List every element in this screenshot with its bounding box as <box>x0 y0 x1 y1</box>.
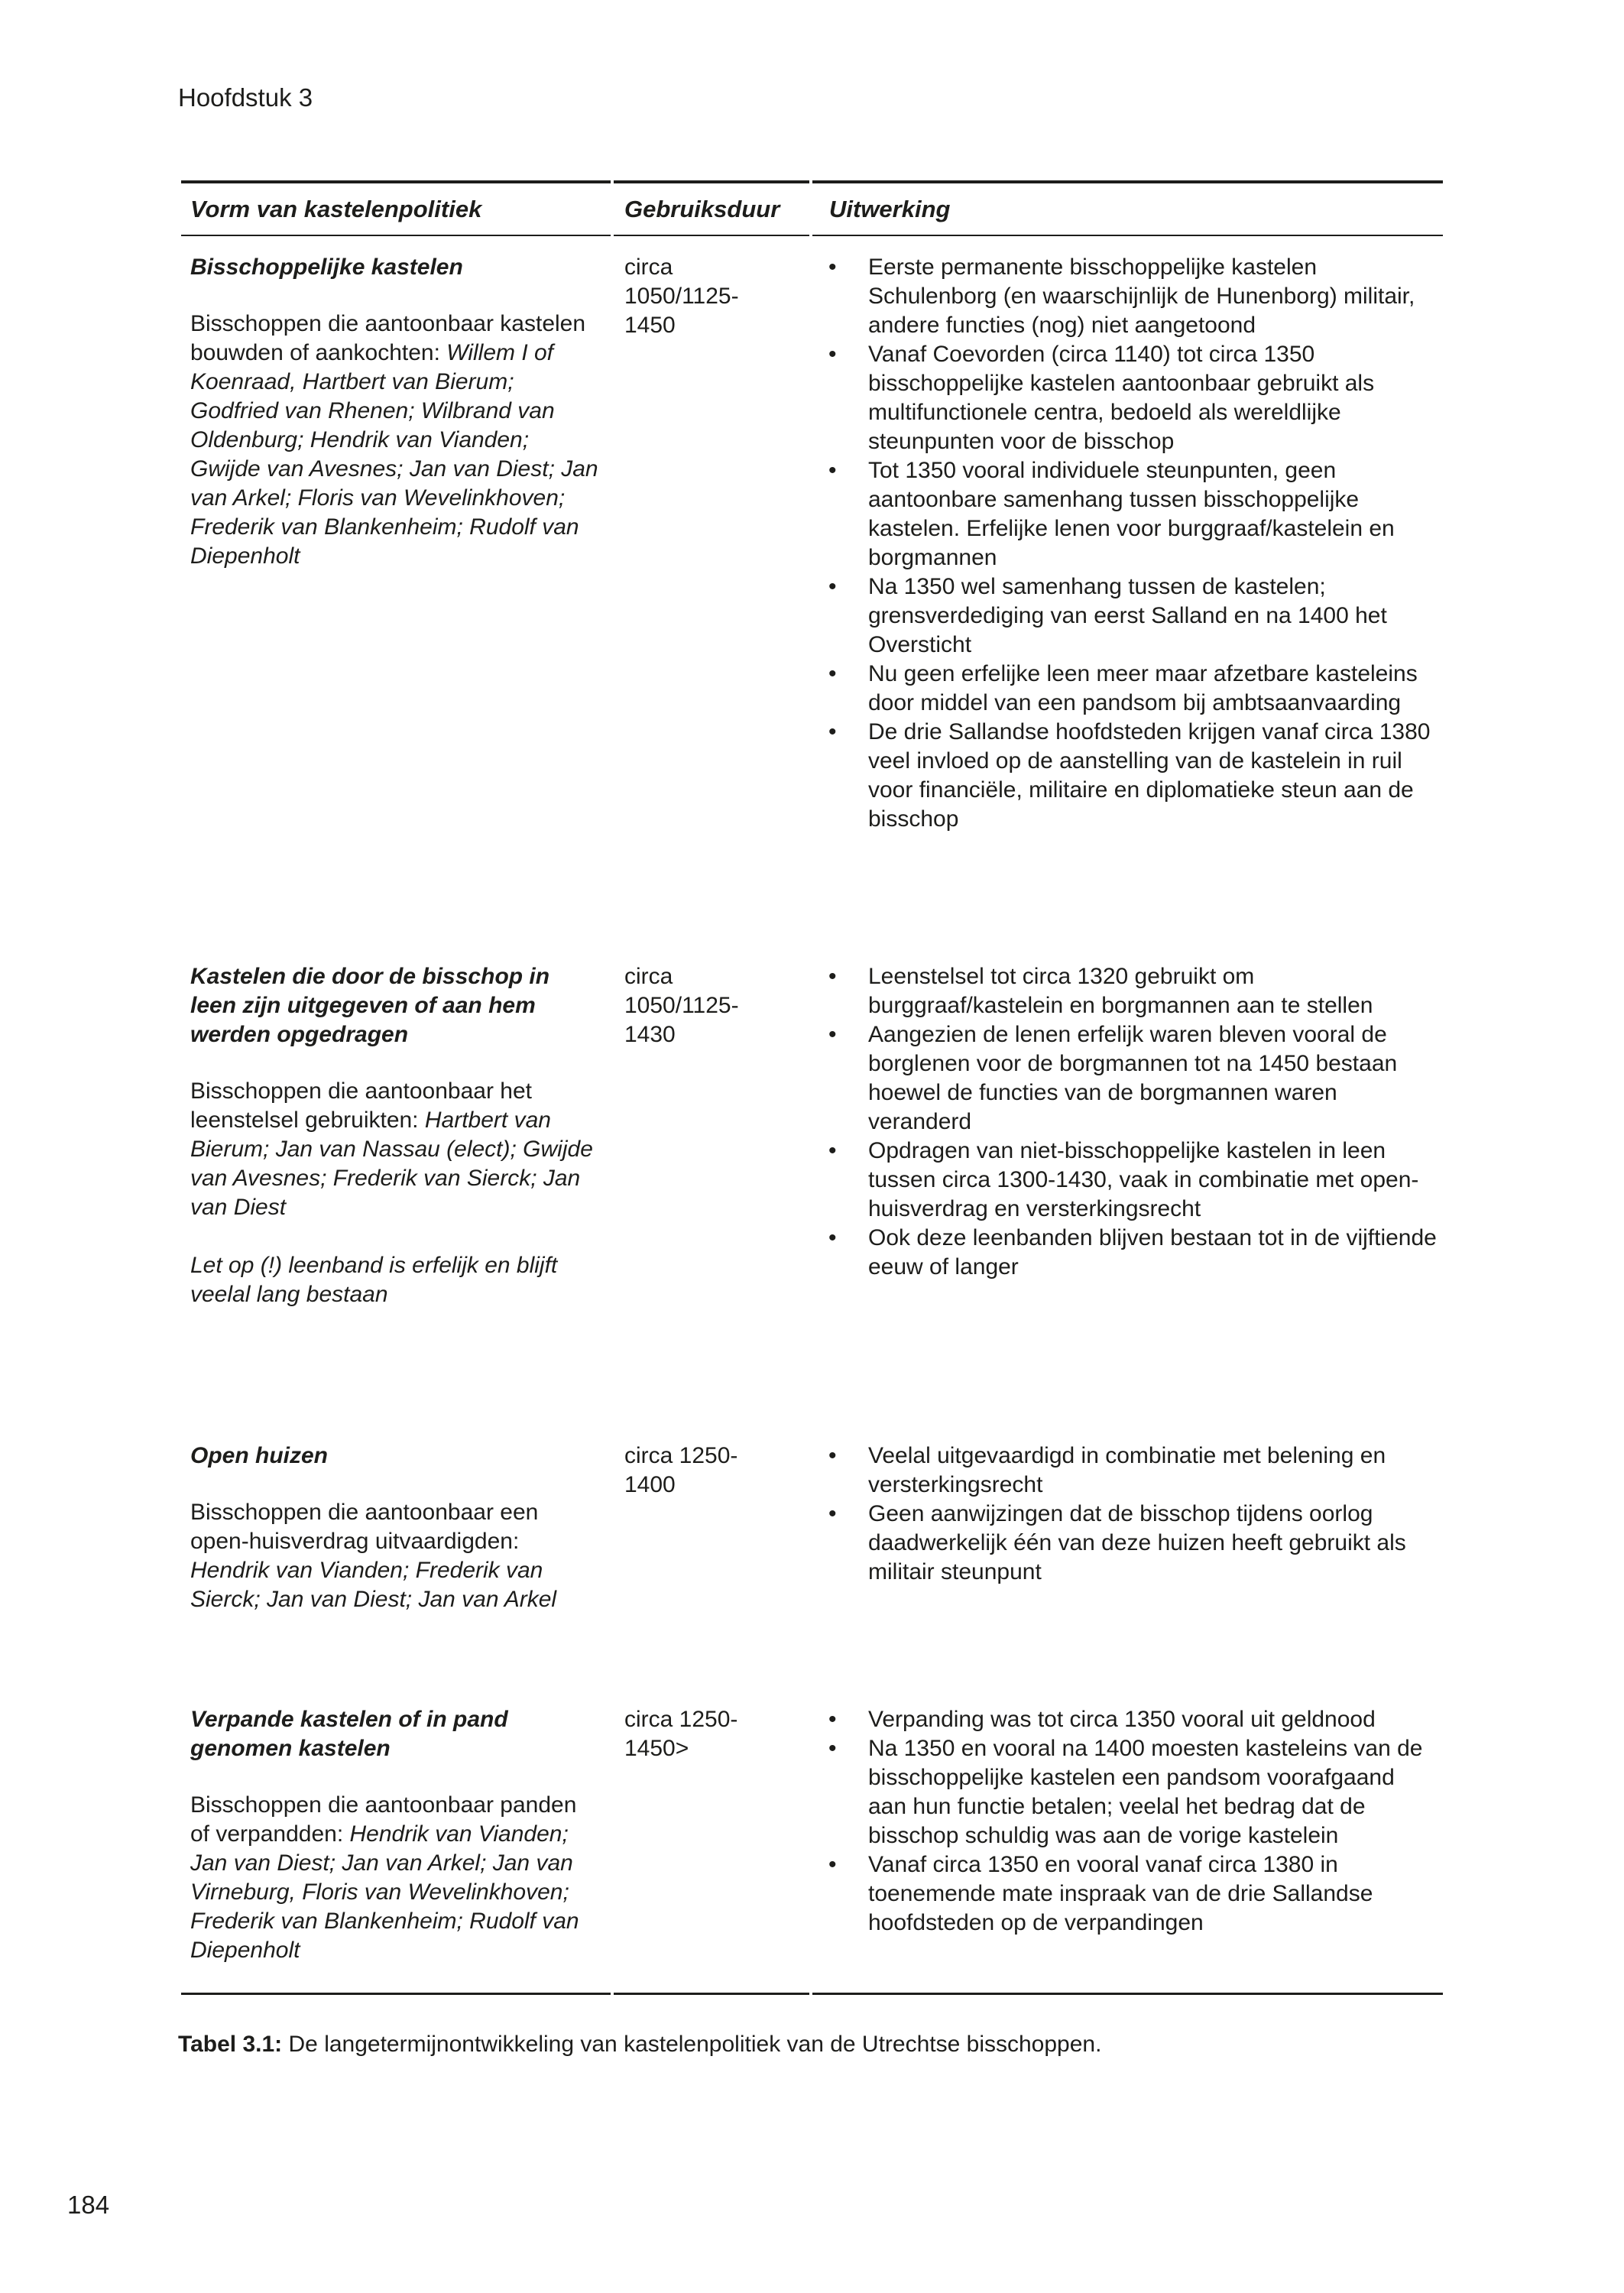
table-header <box>181 180 1443 236</box>
col-header-gebruiksduur: Gebruiksduur <box>614 180 809 236</box>
effects-cell <box>812 236 1443 945</box>
bishop-names: Hartbert van Bierum; Jan van Nassau (elect); Gwijde van Avesnes; Frederik van Sierck; Jan van Diest <box>190 1107 593 1220</box>
row-title: Bisschoppelijke kastelen <box>190 254 463 280</box>
intro-text: Bisschoppen die aantoonbaar het leenstelsel gebruikten: <box>190 1078 533 1133</box>
table-row <box>181 1425 1443 1688</box>
form-cell <box>181 1688 611 1995</box>
effect-item: • Leenstelsel tot circa 1320 gebruikt om burggraaf/kastelein en borgmannen aan te stellen <box>813 962 1438 1020</box>
effect-item: • Eerste permanente bisschoppelijke kastelen Schulenborg (en waarschijnlijk de Hunenborg) militair, andere functies (nog) niet aangetoond <box>813 253 1438 340</box>
col-header-uitwerking: Uitwerking <box>812 180 1443 236</box>
form-cell <box>181 1425 611 1688</box>
effect-item: • Verpanding was tot circa 1350 vooral uit geldnood <box>813 1705 1438 1734</box>
page-number: 184 <box>67 2191 110 2219</box>
effects-list <box>813 253 1438 834</box>
bishops-paragraph <box>190 1077 598 1222</box>
effect-item: • Nu geen erfelijke leen meer maar afzetbare kasteleins door middel van een pandsom bij ambtsaanvaarding <box>813 660 1438 718</box>
duration-cell: circa 1050/1125-1450 <box>624 254 739 338</box>
effect-item: • Aangezien de lenen erfelijk waren bleven vooral de borglenen voor de borgmannen tot na 1450 bestaan hoewel de functies van de borgmannen waren veranderd <box>813 1020 1438 1137</box>
bishops-paragraph <box>190 310 598 571</box>
castle-policy-table <box>178 180 1446 1995</box>
bishop-names: Hendrik van Vianden; Jan van Diest; Jan van Arkel; Jan van Virneburg, Floris van Wevelinkhoven; Frederik van Blankenheim; Rudolf van Diepenholt <box>190 1821 579 1963</box>
effect-item: • Na 1350 wel samenhang tussen de kastelen; grensverdediging van eerst Salland en na 1400 het Oversticht <box>813 572 1438 660</box>
effects-cell <box>812 1425 1443 1688</box>
duration-cell: circa 1250-1400 <box>624 1442 738 1497</box>
table-row <box>181 236 1443 945</box>
intro-text: Bisschoppen die aantoonbaar een open-huisverdrag uitvaardigden: <box>190 1499 539 1554</box>
effects-list <box>813 1705 1438 1938</box>
form-cell <box>181 236 611 945</box>
duration-cell: circa 1250-1450> <box>614 1688 809 1995</box>
effect-item: • Opdragen van niet-bisschoppelijke kastelen in leen tussen circa 1300-1430, vaak in combinatie met open-huisverdrag en versterkingsrecht <box>813 1137 1438 1224</box>
col-header-vorm: Vorm van kastelenpolitiek <box>181 180 611 236</box>
effects-list <box>813 962 1438 1282</box>
table-row <box>181 945 1443 1425</box>
chapter-header: Hoofdstuk 3 <box>178 83 313 112</box>
effect-item: • Veelal uitgevaardigd in combinatie met belening en versterkingsrecht <box>813 1442 1438 1500</box>
intro-text: Bisschoppen die aantoonbaar panden of verpandden: <box>190 1792 577 1847</box>
effect-item: • De drie Sallandse hoofdsteden krijgen vanaf circa 1380 veel invloed op de aanstelling van de kastelein in ruil voor financiële, militaire en diplomatieke steun aan de bisschop <box>813 718 1438 834</box>
lien-note: Let op (!) leenband is erfelijk en blijft veelal lang bestaan <box>190 1252 558 1307</box>
effects-list <box>813 1442 1438 1587</box>
header-row <box>181 180 1443 236</box>
table-caption <box>178 2030 1446 2059</box>
intro-text: Bisschoppen die aantoonbaar kastelen bouwden of aankochten: <box>190 310 586 365</box>
duration-cell: circa 1050/1125-1430 <box>624 963 739 1047</box>
row-title: Open huizen <box>190 1442 328 1468</box>
effect-item: • Vanaf Coevorden (circa 1140) tot circa 1350 bisschoppelijke kastelen aantoonbaar gebruikt als multifunctionele centra, bedoeld als wereldlijke steunpunten voor de bisschop <box>813 340 1438 456</box>
row-title: Verpande kastelen of in pand genomen kastelen <box>190 1706 508 1761</box>
effect-item: • Tot 1350 vooral individuele steunpunten, geen aantoonbare samenhang tussen bisschoppelijke kastelen. Erfelijke lenen voor burggraaf/kastelein en borgmannen <box>813 456 1438 572</box>
effects-cell <box>812 945 1443 1425</box>
bishops-paragraph <box>190 1791 598 1965</box>
table-body <box>181 236 1443 1995</box>
effects-cell <box>812 1688 1443 1995</box>
caption-label: Tabel 3.1: <box>178 2031 283 2057</box>
effect-item: • Ook deze leenbanden blijven bestaan tot in de vijftiende eeuw of langer <box>813 1224 1438 1282</box>
effect-item: • Na 1350 en vooral na 1400 moesten kasteleins van de bisschoppelijke kastelen een pandsom voorafgaand aan hun functie betalen; veelal het bedrag dat de bisschop schuldig was aan de vorige kastelein <box>813 1734 1438 1850</box>
bishop-names: Hendrik van Vianden; Frederik van Sierck; Jan van Diest; Jan van Arkel <box>190 1557 557 1612</box>
bishops-paragraph <box>190 1498 598 1614</box>
table-row <box>181 1688 1443 1995</box>
row-title: Kastelen die door de bisschop in leen zijn uitgegeven of aan hem werden opgedragen <box>190 963 550 1047</box>
caption-text: De langetermijnontwikkeling van kastelenpolitiek van de Utrechtse bisschoppen. <box>282 2031 1102 2057</box>
effect-item: • Geen aanwijzingen dat de bisschop tijdens oorlog daadwerkelijk één van deze huizen heeft gebruikt als militair steunpunt <box>813 1500 1438 1587</box>
effect-item: • Vanaf circa 1350 en vooral vanaf circa 1380 in toenemende mate inspraak van de drie Sallandse hoofdsteden op de verpandingen <box>813 1850 1438 1938</box>
form-cell <box>181 945 611 1425</box>
bishop-names: Willem I of Koenraad, Hartbert van Bierum; Godfried van Rhenen; Wilbrand van Oldenburg; Hendrik van Vianden; Gwijde van Avesnes; Jan van Diest; Jan van Arkel; Floris van Wevelinkhoven; Frederik van Blankenheim; Rudolf van Diepenholt <box>190 339 598 569</box>
